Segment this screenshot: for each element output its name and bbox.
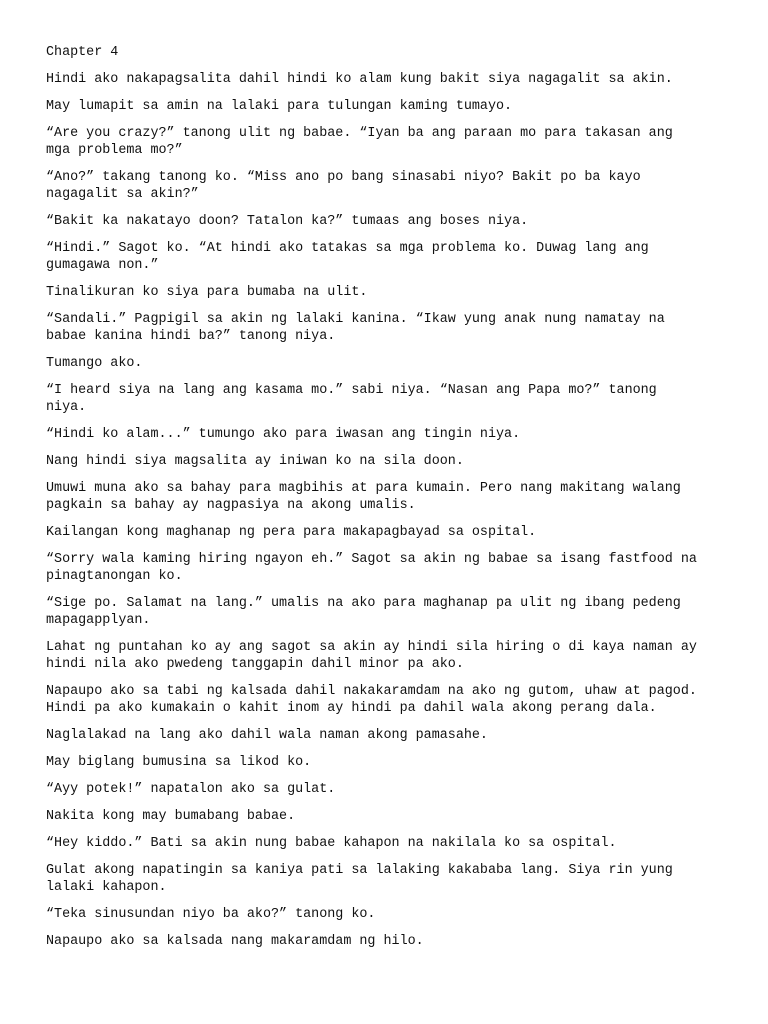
- paragraph: “Hey kiddo.” Bati sa akin nung babae kahapon na nakilala ko sa ospital.: [46, 836, 617, 851]
- paragraph: Kailangan kong maghanap ng pera para makapagbayad sa ospital.: [46, 525, 537, 540]
- paragraph: Tumango ako.: [46, 356, 143, 371]
- paragraph: “Sige po. Salamat na lang.” umalis na ako para maghanap pa ulit ng ibang pedeng mapagapplyan.: [46, 596, 681, 628]
- paragraph: “Hindi.” Sagot ko. “At hindi ako tatakas sa mga problema ko. Duwag lang ang gumagawa non.”: [46, 241, 649, 273]
- paragraph: Napaupo ako sa tabi ng kalsada dahil nakakaramdam na ako ng gutom, uhaw at pagod. Hindi pa ako kumakain o kahit inom ay hindi pa dahil wala akong perang dala.: [46, 684, 697, 716]
- paragraph: “Ayy potek!” napatalon ako sa gulat.: [46, 782, 336, 797]
- chapter-title: Chapter 4: [46, 45, 119, 60]
- paragraph: Napaupo ako sa kalsada nang makaramdam ng hilo.: [46, 934, 424, 949]
- paragraph: Hindi ako nakapagsalita dahil hindi ko alam kung bakit siya nagagalit sa akin.: [46, 72, 673, 87]
- paragraph: May lumapit sa amin na lalaki para tulungan kaming tumayo.: [46, 99, 513, 114]
- paragraph: “Sandali.” Pagpigil sa akin ng lalaki kanina. “Ikaw yung anak nung namatay na babae kanina hindi ba?” tanong niya.: [46, 312, 665, 344]
- paragraph: “Sorry wala kaming hiring ngayon eh.” Sagot sa akin ng babae sa isang fastfood na pinagtanongan ko.: [46, 552, 697, 584]
- paragraph: “Bakit ka nakatayo doon? Tatalon ka?” tumaas ang boses niya.: [46, 214, 529, 229]
- paragraph: “Teka sinusundan niyo ba ako?” tanong ko.: [46, 907, 376, 922]
- paragraph: Gulat akong napatingin sa kaniya pati sa lalaking kakababa lang. Siya rin yung lalaki kahapon.: [46, 863, 673, 895]
- paragraph: “I heard siya na lang ang kasama mo.” sabi niya. “Nasan ang Papa mo?” tanong niya.: [46, 383, 657, 415]
- paragraph: “Ano?” takang tanong ko. “Miss ano po bang sinasabi niyo? Bakit po ba kayo nagagalit sa akin?”: [46, 170, 641, 202]
- document-page: [46, 44, 736, 960]
- paragraph: Naglalakad na lang ako dahil wala naman akong pamasahe.: [46, 728, 488, 743]
- paragraph: Nang hindi siya magsalita ay iniwan ko na sila doon.: [46, 454, 464, 469]
- paragraph: Umuwi muna ako sa bahay para magbihis at para kumain. Pero nang makitang walang pagkain sa bahay ay nagpasiya na akong umalis.: [46, 481, 681, 513]
- paragraph: May biglang bumusina sa likod ko.: [46, 755, 312, 770]
- paragraph-list: [46, 71, 736, 950]
- paragraph: “Are you crazy?” tanong ulit ng babae. “Iyan ba ang paraan mo para takasan ang mga problema mo?”: [46, 126, 673, 158]
- paragraph: Nakita kong may bumabang babae.: [46, 809, 296, 824]
- paragraph: Lahat ng puntahan ko ay ang sagot sa akin ay hindi sila hiring o di kaya naman ay hindi nila ako pwedeng tanggapin dahil minor pa ako.: [46, 640, 697, 672]
- paragraph: “Hindi ko alam...” tumungo ako para iwasan ang tingin niya.: [46, 427, 521, 442]
- paragraph: Tinalikuran ko siya para bumaba na ulit.: [46, 285, 368, 300]
